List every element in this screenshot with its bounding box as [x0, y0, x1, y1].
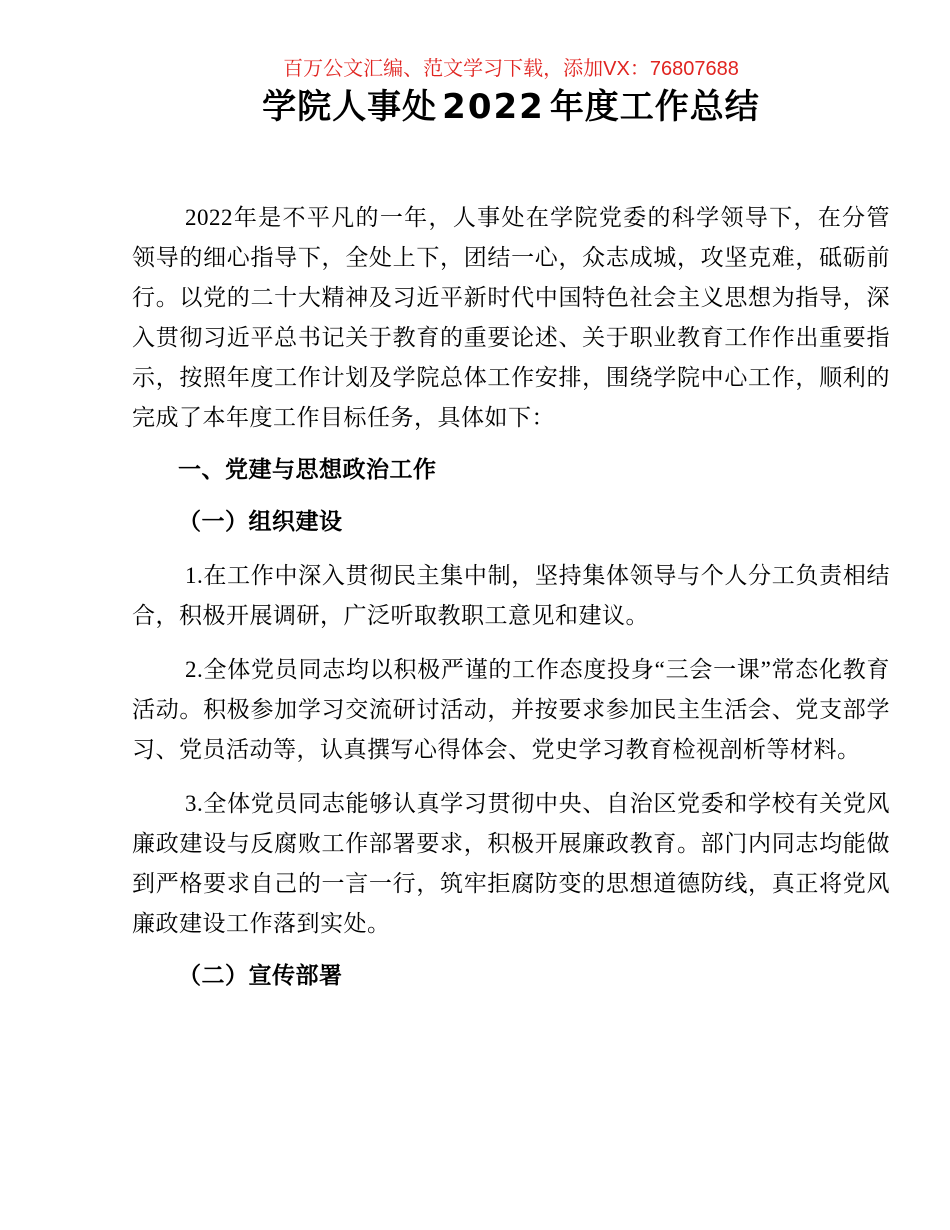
title-prefix: 学院人事处 — [262, 89, 438, 126]
body-paragraph-item-3: 3.全体党员同志能够认真学习贯彻中央、自治区党委和学校有关党风廉政建设与反腐败工作部署要求，积极开展廉政教育。部门内同志均能做到严格要求自己的一言一行，筑牢拒腐防变的思想道德防线，真正将党风廉政建设工作落到实处。 — [132, 791, 890, 936]
subsection-heading-organization: （一）组织建设 — [178, 509, 343, 534]
title-year: 2022 — [442, 87, 545, 127]
document-title — [132, 83, 890, 132]
body-paragraph-intro: 2022年是不平凡的一年，人事处在学院党委的科学领导下，在分管领导的细心指导下，全处上下，团结一心，众志成城，攻坚克难，砥砺前行。以党的二十大精神及习近平新时代中国特色社会主义思想为指导，深入贯彻习近平总书记关于教育的重要论述、关于职业教育工作作出重要指示，按照年度工作计划及学院总体工作安排，围绕学院中心工作，顺利的完成了本年度工作目标任务，具体如下： — [132, 205, 890, 430]
title-suffix: 年度工作总结 — [549, 89, 760, 126]
body-paragraph-item-2: 2.全体党员同志均以积极严谨的工作态度投身“三会一课”常态化教育活动。积极参加学习交流研讨活动，并按要求参加民主生活会、党支部学习、党员活动等，认真撰写心得体会、党史学习教育检视剖析等材料。 — [132, 657, 890, 762]
section-heading-party-building: 一、党建与思想政治工作 — [178, 457, 437, 482]
body-paragraph-item-1: 1.在工作中深入贯彻民主集中制，坚持集体领导与个人分工负责相结合，积极开展调研，广泛听取教职工意见和建议。 — [132, 563, 890, 628]
document-content — [132, 0, 890, 996]
subsection-heading-publicity: （二）宣传部署 — [178, 963, 343, 988]
watermark-note: 百万公文汇编、范文学习下载，添加VX：76807688 — [283, 58, 739, 80]
